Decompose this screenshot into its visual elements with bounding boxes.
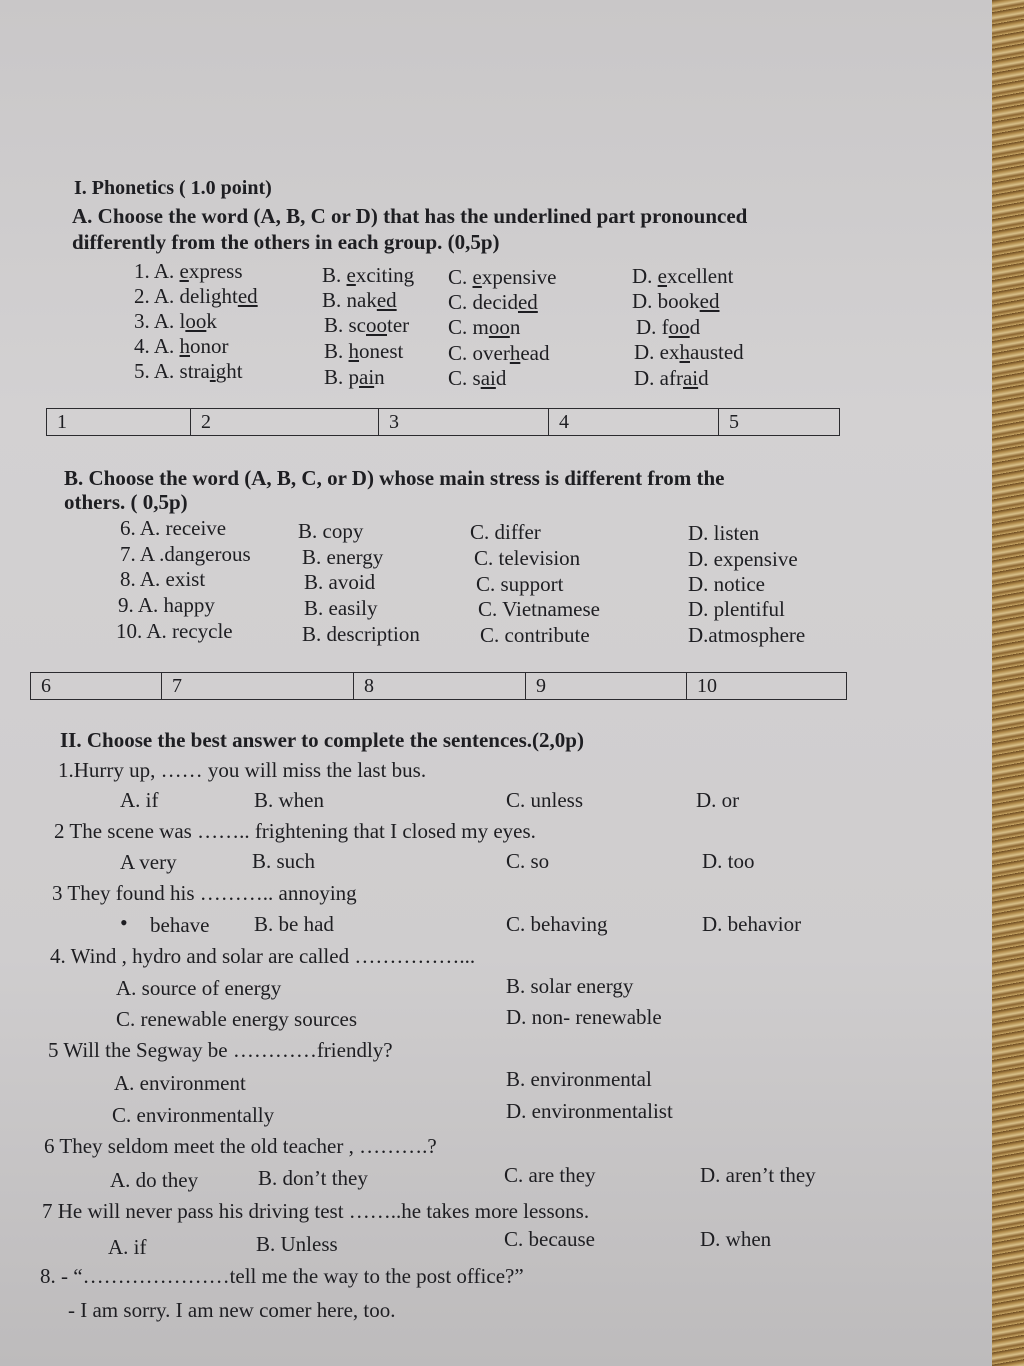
answer-cell-8[interactable]: 8 [354, 673, 526, 699]
part-a-answer-box [46, 408, 840, 436]
bullet-icon: • [120, 910, 128, 935]
part-a-instruction-2: differently from the others in each group. (0,5p) [72, 230, 500, 254]
section-1-title: I. Phonetics ( 1.0 point) [74, 177, 272, 199]
answer-cell-7[interactable]: 7 [162, 673, 354, 699]
answer-cell-2[interactable]: 2 [191, 409, 379, 435]
answer-cell-1[interactable]: 1 [47, 409, 191, 435]
part-a-instruction-1: A. Choose the word (A, B, C or D) that has the underlined part pronounced [72, 204, 748, 228]
exam-paper: I. Phonetics ( 1.0 point) A. Choose the word (A, B, C or D) that has the underlined part pronounced differently from the others in each group. (0,5p) 1. A. express B. exciting C. expensive D. excellent 2. A. delighted B. naked C. decided D. booked 3. A. look B. scooter C. moon D. food 4. A. honor B. honest C. overhead D. exhausted 5. A. straight B. pain C. said D. afraid 1 2 3 4 5 B. Choose the word (A, B, C, or D) whose main stress is different from the others. ( 0,5p) 6. A. receive B. copy C. differ D. listen 7. A .dangerous B. energy C. television D. expensive 8. A. exist B. avoid C. support D. notice 9. A. happy B. easily C. Vietnamese D. plentiful 10. A. recycle B. description C. contribute D.atmosphere 6 7 8 9 10 II. Choose the best answer to complete the sentences.(2,0p) 1.Hurry up, …… you will miss the last bus. A. if B. when C. unless D. or 2 The scene was …….. frightening that I closed my eyes. A very B. such C. so D. too 3 They found his ……….. annoying • behave B. be had C. behaving D. behavior 4. Wind , hydro and solar are called ……………... A. source of energy B. solar energy C. renewable energy sources D. non- renewable 5 Will the Segway be …………friendly? A. environment B. environmental C. environmentally D. environmentalist 6 They seldom meet the old teacher , ……….? A. do they B. don’t they C. are they D. aren’t they 7 He will never pass his driving test ……..he takes more lessons. A. if B. Unless C. because D. when 8. - “…………………tell me the way to the post office?” - I am sorry. I am new comer here, too. [0, 0, 992, 1366]
part-b-instruction-1: B. Choose the word (A, B, C, or D) whose main stress is different from the [64, 466, 725, 490]
answer-cell-5[interactable]: 5 [729, 411, 739, 433]
answer-cell-6[interactable]: 6 [31, 673, 162, 699]
answer-cell-9[interactable]: 9 [526, 673, 687, 699]
part-b-answer-box [30, 672, 847, 700]
answer-cell-4[interactable]: 4 [549, 409, 719, 435]
section-2-title: II. Choose the best answer to complete the sentences.(2,0p) [60, 728, 584, 752]
answer-cell-3[interactable]: 3 [379, 409, 549, 435]
wooden-surface-edge [992, 0, 1024, 1366]
part-b-instruction-2: others. ( 0,5p) [64, 490, 188, 514]
answer-cell-10[interactable]: 10 [697, 675, 717, 697]
